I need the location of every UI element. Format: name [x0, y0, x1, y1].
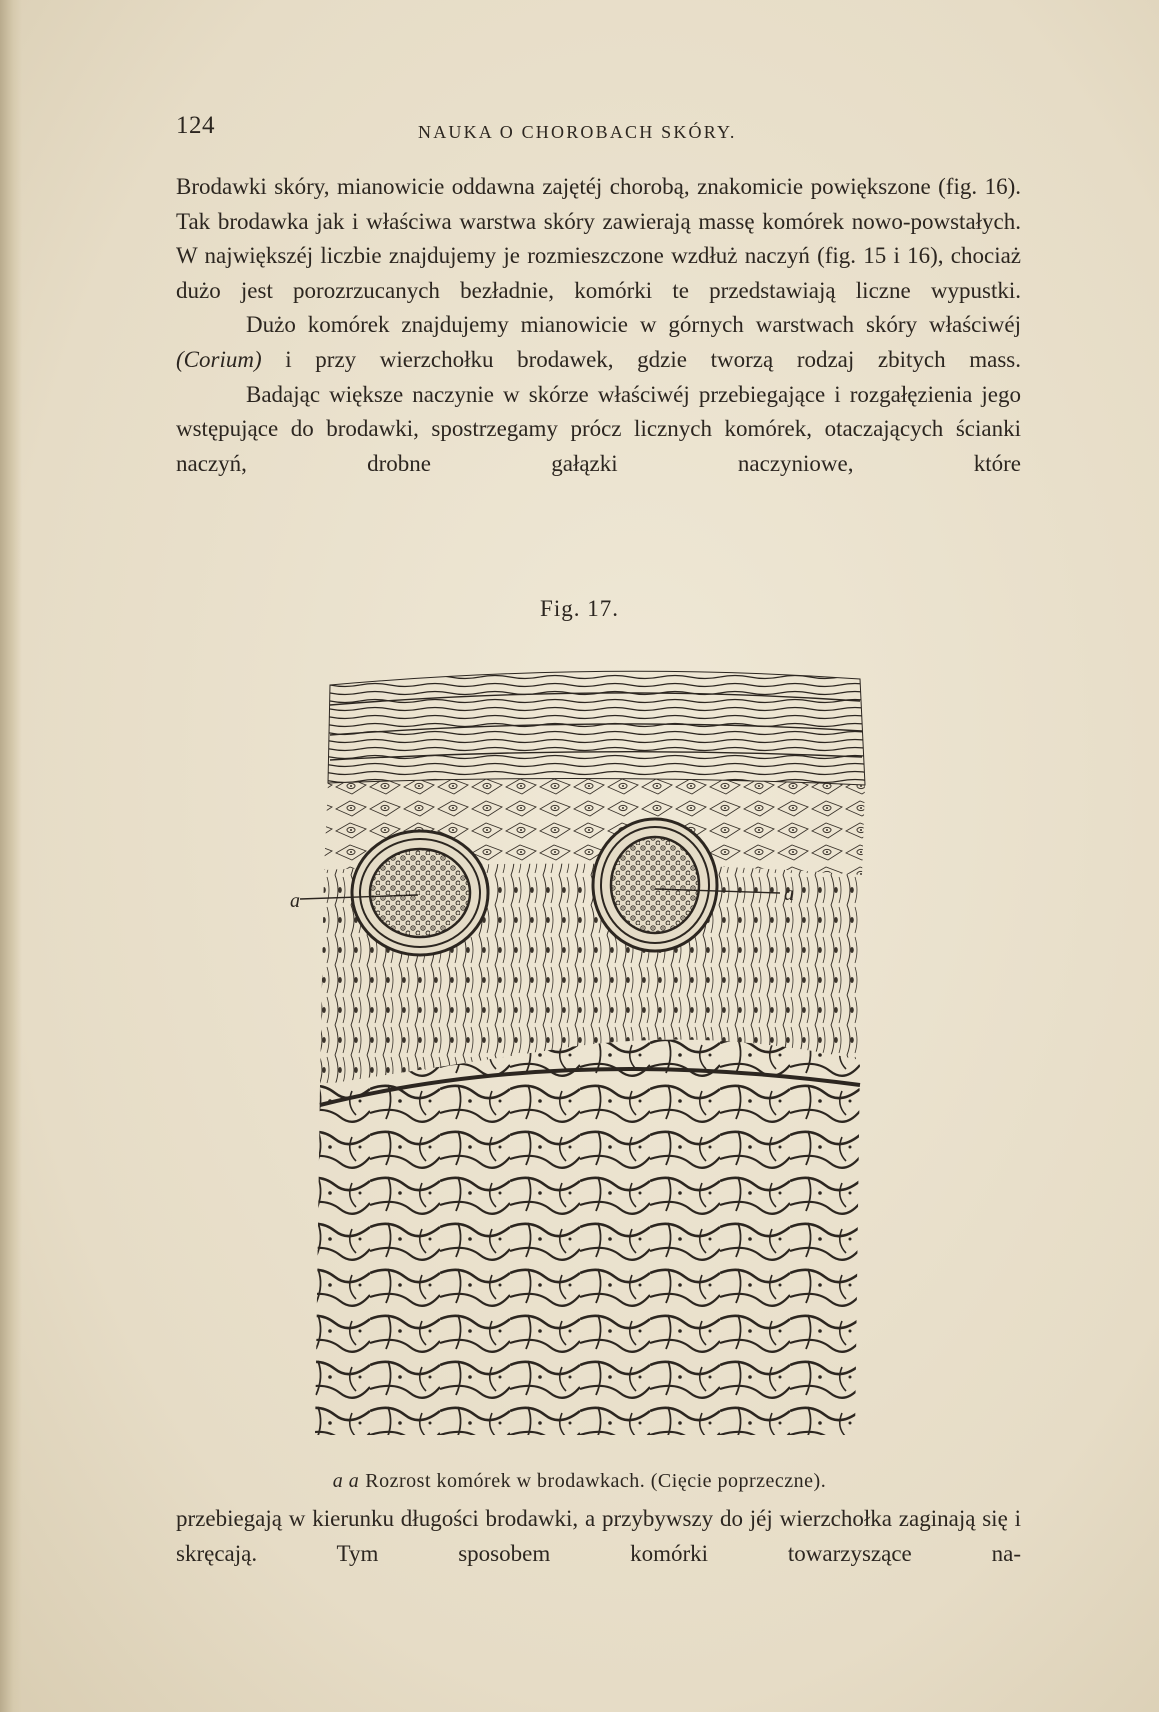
- page-number: 124: [176, 112, 215, 139]
- paragraph-3: Badając większe naczynie w skórze właściwéj przebiegające i rozgałęzienia jego wstępujące do brodawki, spostrzegamy prócz licznych komórek, otaczających ścianki naczyń, drobne gałązki naczyniowe, które: [176, 381, 1021, 476]
- vascular-mesh: [315, 1040, 860, 1435]
- caption-text: Rozrost komórek w brodawkach. (Cięcie poprzeczne).: [365, 1470, 827, 1492]
- paragraph-2: [176, 308, 1021, 377]
- body-text-top: [176, 170, 1021, 481]
- fibrous-layer: [328, 671, 865, 785]
- paragraph-1: Brodawki skóry, mianowicie oddawna zajętéj chorobą, znakomicie powiększone (fig. 16). Tak brodawka jak i właściwa warstwa skóry zawierają massę komórek nowo-powstałych. W największéj liczbie znajdujemy je rozmieszczone wzdłuż naczyń (fig. 15 i 16), chociaż dużo jest porozrzucanych bezładnie, komórki te przedstawiają liczne wypustki.: [176, 174, 1021, 303]
- running-title: NAUKA O CHOROBACH SKÓRY.: [418, 122, 737, 142]
- page-header: [176, 112, 1026, 146]
- marker-right-a: a: [784, 883, 794, 905]
- histology-figure: [290, 665, 890, 1455]
- histology-engraving: [300, 665, 890, 1455]
- marker-left-a: a: [290, 890, 300, 912]
- caption-marker: a a: [332, 1470, 360, 1492]
- body-text-bottom: [176, 1502, 1021, 1571]
- paragraph-2-part-1: Dużo komórek znajdujemy mianowicie w górnych warstwach skóry właściwéj: [246, 312, 1021, 338]
- gutter-shadow: [0, 0, 22, 1712]
- figure-label: Fig. 17.: [540, 596, 619, 621]
- figure-caption: [0, 1470, 1159, 1493]
- left-papilla-cross-section: [352, 831, 488, 955]
- paragraph-2-part-2: i przy wierzchołku brodawek, gdzie tworzą rodzaj zbitych mass.: [285, 346, 1022, 372]
- corium-term: (Corium): [176, 346, 262, 372]
- right-papilla-cross-section: [593, 819, 717, 951]
- paragraph-4: przebiegają w kierunku długości brodawki, a przybywszy do jéj wierzchołka zaginają się i skręcają. Tym sposobem komórki towarzyszące na-: [176, 1506, 1021, 1566]
